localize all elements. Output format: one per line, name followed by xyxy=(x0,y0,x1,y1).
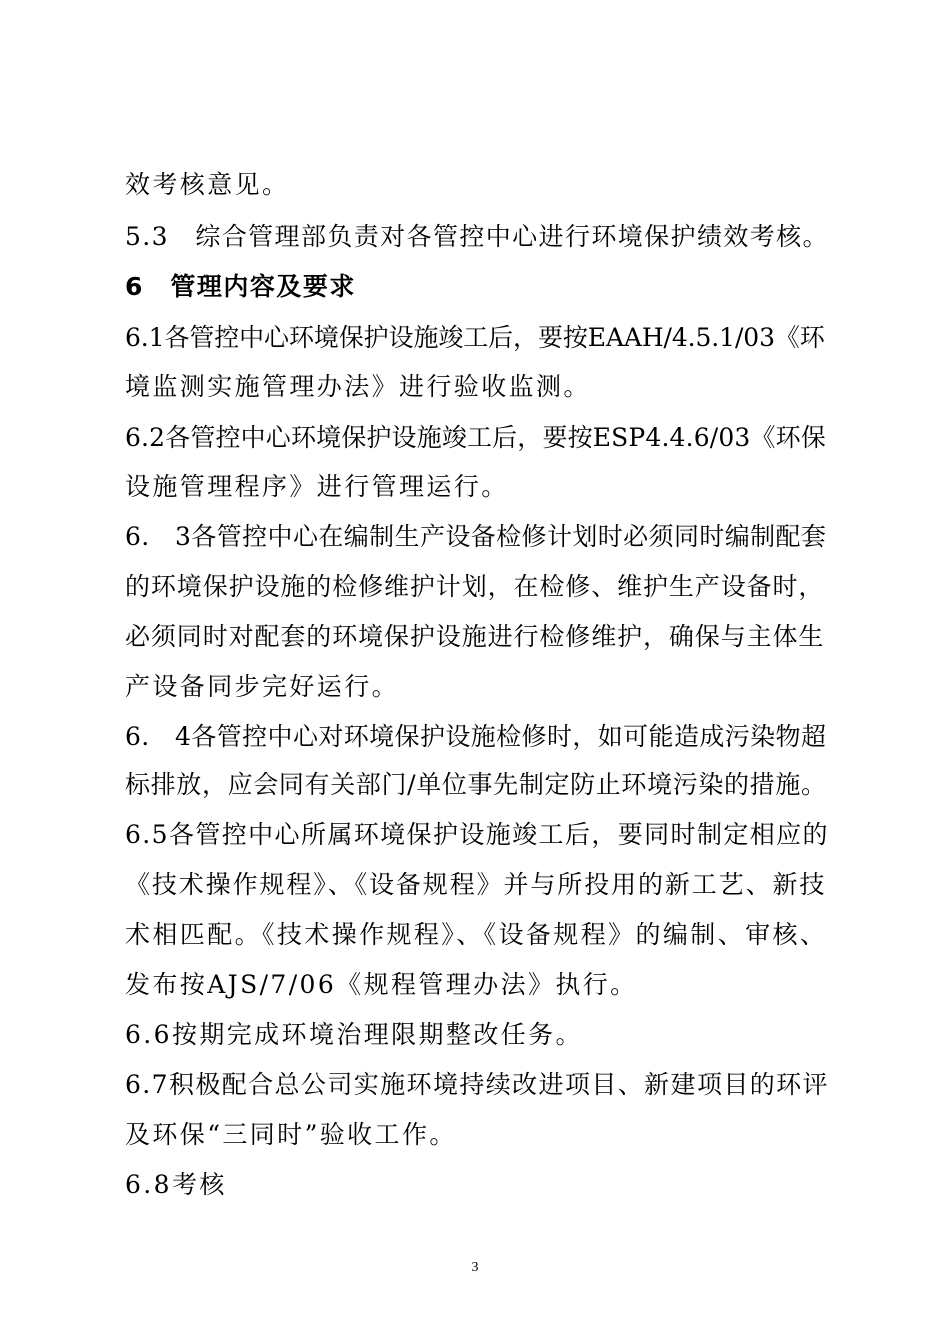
text-line-20: 及环保“三同时”验收工作。 xyxy=(125,1120,457,1149)
text-line-7: 设施管理程序》进行管理运行。 xyxy=(125,472,509,501)
text-line-21: 6.8考核 xyxy=(125,1170,227,1199)
text-line-15: 《技术操作规程》、《设备规程》并与所投用的新工艺、新技 xyxy=(125,870,827,899)
text-line-8: 6. 3各管控中心在编制生产设备检修计划时必须同时编制配套 xyxy=(125,522,827,551)
text-line-6: 6.2各管控中心环境保护设施竣工后，要按ESP4.4.6/03《环保 xyxy=(125,423,826,452)
section-heading-6: 6 管理内容及要求 xyxy=(125,272,356,301)
page-number: 3 xyxy=(471,1260,479,1275)
text-line-1: 效考核意见。 xyxy=(125,170,290,199)
text-line-4: 6.1各管控中心环境保护设施竣工后，要按EAAH/4.5.1/03《环 xyxy=(125,323,825,352)
text-line-14: 6.5各管控中心所属环境保护设施竣工后，要同时制定相应的 xyxy=(125,820,829,849)
text-line-12: 6. 4各管控中心对环境保护设施检修时，如可能造成污染物超 xyxy=(125,722,827,751)
text-line-16: 术相匹配。《技术操作规程》、《设备规程》的编制、审核、 xyxy=(125,920,828,949)
text-line-18: 6.6按期完成环境治理限期整改任务。 xyxy=(125,1020,583,1049)
text-line-17: 发布按AJS/7/06《规程管理办法》执行。 xyxy=(125,970,638,999)
text-line-10: 必须同时对配套的环境保护设施进行检修维护，确保与主体生 xyxy=(125,622,825,651)
text-line-9: 的环境保护设施的检修维护计划，在检修、维护生产设备时， xyxy=(125,572,825,601)
text-line-11: 产设备同步完好运行。 xyxy=(125,672,400,701)
text-line-13: 标排放，应会同有关部门/单位事先制定防止环境污染的措施。 xyxy=(125,770,827,799)
text-line-19: 6.7积极配合总公司实施环境持续改进项目、新建项目的环评 xyxy=(125,1070,829,1099)
text-line-5: 境监测实施管理办法》进行验收监测。 xyxy=(125,372,591,401)
text-line-2: 5.3 综合管理部负责对各管控中心进行环境保护绩效考核。 xyxy=(125,222,829,251)
